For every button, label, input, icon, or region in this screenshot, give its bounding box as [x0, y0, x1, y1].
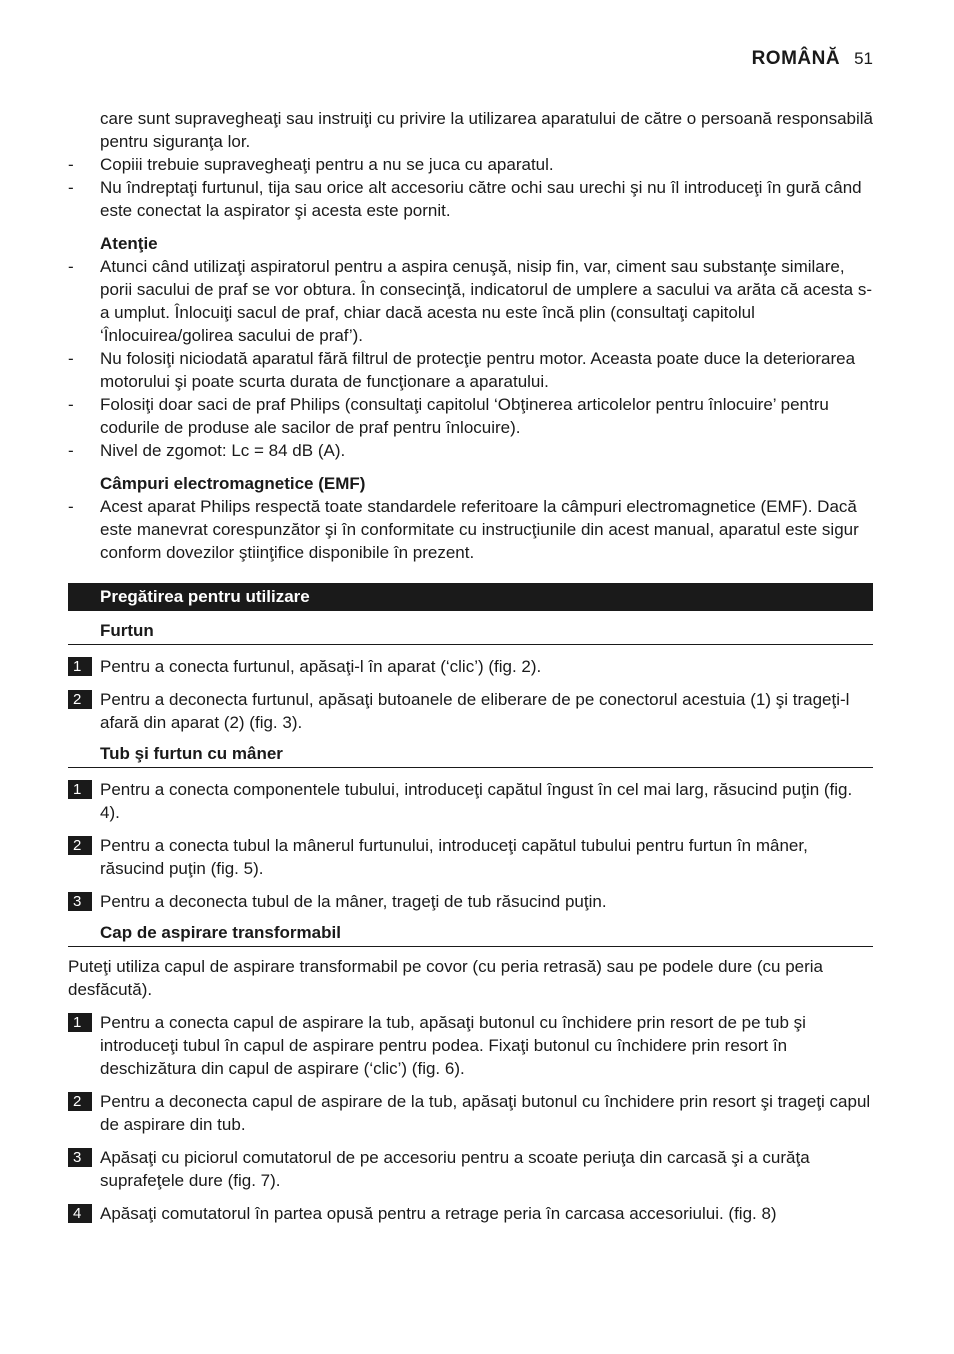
intro-bullet: - Nu îndreptaţi furtunul, tija sau orice alt accesoriu către ochi sau urechi şi nu îl introduceţi în gură când este conectat la aspirator şi acesta este pornit.	[68, 176, 873, 222]
tube-step	[68, 778, 873, 824]
nozzle-step	[68, 1011, 873, 1080]
step-text: Pentru a conecta furtunul, apăsaţi-l în aparat (‘clic’) (fig. 2).	[100, 657, 542, 676]
step-number-badge: 1	[68, 780, 92, 799]
tube-step	[68, 890, 873, 913]
page-header	[752, 48, 873, 70]
tube-heading: Tub şi furtun cu mâner	[68, 742, 873, 768]
step-number-badge: 4	[68, 1204, 92, 1223]
step-number-badge: 1	[68, 657, 92, 676]
intro-bullet: - Copiii trebuie supravegheaţi pentru a nu se juca cu aparatul.	[68, 153, 873, 176]
hose-heading: Furtun	[68, 619, 873, 645]
section-title-bar: Pregătirea pentru utilizare	[68, 583, 873, 611]
nozzle-step	[68, 1090, 873, 1136]
step-number-badge: 3	[68, 1148, 92, 1167]
hose-step	[68, 688, 873, 734]
caution-bullet: - Nu folosiţi niciodată aparatul fără filtrul de protecţie pentru motor. Aceasta poate duce la deteriorarea motorului şi poate scurta durata de funcţionare a aparatului.	[68, 347, 873, 393]
emf-heading: Câmpuri electromagnetice (EMF)	[100, 474, 366, 493]
caution-bullet: - Nivel de zgomot: Lc = 84 dB (A).	[68, 439, 873, 462]
step-number-badge: 2	[68, 690, 92, 709]
emf-bullet: - Acest aparat Philips respectă toate standardele referitoare la câmpuri electromagnetice (EMF). Dacă este manevrat corespunzător şi în conformitate cu instrucţiunile din acest manual, aparatul este sigur conform dovezilor ştiinţifice disponibile în prezent.	[68, 495, 873, 564]
caution-bullet: - Folosiţi doar saci de praf Philips (consultaţi capitolul ‘Obţinerea articolelor pentru înlocuire’ pentru codurile de produse ale sacilor de praf pentru înlocuire).	[68, 393, 873, 439]
step-text: Pentru a deconecta furtunul, apăsaţi butoanele de eliberare de pe conectorul acestuia (1) şi trageţi-l afară din aparat (2) (fig. 3).	[100, 690, 850, 732]
page-content	[68, 107, 873, 1225]
step-text: Apăsaţi comutatorul în partea opusă pentru a retrage peria în carcasa accesoriului. (fig. 8)	[100, 1204, 777, 1223]
step-number-badge: 2	[68, 836, 92, 855]
nozzle-intro: Puteţi utiliza capul de aspirare transformabil pe covor (cu peria retrasă) sau pe podele dure (cu peria desfăcută).	[68, 957, 824, 999]
step-text: Pentru a conecta capul de aspirare la tub, apăsaţi butonul cu închidere prin resort de pe tub şi introduceţi tubul în capul de aspirare pentru podea. Fixaţi butonul cu închidere prin resort în deschizătura din capul de aspirare (‘clic’) (fig. 6).	[100, 1013, 806, 1078]
step-number-badge: 2	[68, 1092, 92, 1111]
step-number-badge: 1	[68, 1013, 92, 1032]
page-number: 51	[854, 49, 873, 68]
step-number-badge: 3	[68, 892, 92, 911]
nozzle-step	[68, 1202, 873, 1225]
intro-continuation: care sunt supravegheaţi sau instruiţi cu privire la utilizarea aparatului de către o persoană responsabilă pentru siguranţa lor.	[100, 109, 873, 151]
step-text: Pentru a deconecta capul de aspirare de la tub, apăsaţi butonul cu închidere prin resort şi trageţi capul de aspirare din tub.	[100, 1092, 871, 1134]
caution-bullet: - Atunci când utilizaţi aspiratorul pentru a aspira cenuşă, nisip fin, var, ciment sau substanţe similare, porii sacului de praf se vor obtura. În consecinţă, indicatorul de umplere a sacului va arăta că acesta s-a umplut. Înlocuiţi sacul de praf, chiar dacă acesta nu este încă plin (consultaţi capitolul ‘Înlocuirea/golirea sacului de praf’).	[68, 255, 873, 347]
step-text: Pentru a deconecta tubul de la mâner, trageţi de tub răsucind puţin.	[100, 892, 607, 911]
step-text: Pentru a conecta componentele tubului, introduceţi capătul îngust în cel mai larg, răsucind puţin (fig. 4).	[100, 780, 853, 822]
step-text: Pentru a conecta tubul la mânerul furtunului, introduceţi capătul tubului pentru furtun în mâner, răsucind puţin (fig. 5).	[100, 836, 808, 878]
nozzle-heading: Cap de aspirare transformabil	[68, 921, 873, 947]
caution-heading: Atenţie	[100, 234, 158, 253]
tube-step	[68, 834, 873, 880]
step-text: Apăsaţi cu piciorul comutatorul de pe accesoriu pentru a scoate periuţa din carcasă şi a curăţa suprafeţele dure (fig. 7).	[100, 1148, 810, 1190]
language-label: ROMÂNĂ	[751, 48, 841, 69]
nozzle-step	[68, 1146, 873, 1192]
hose-step	[68, 655, 873, 678]
